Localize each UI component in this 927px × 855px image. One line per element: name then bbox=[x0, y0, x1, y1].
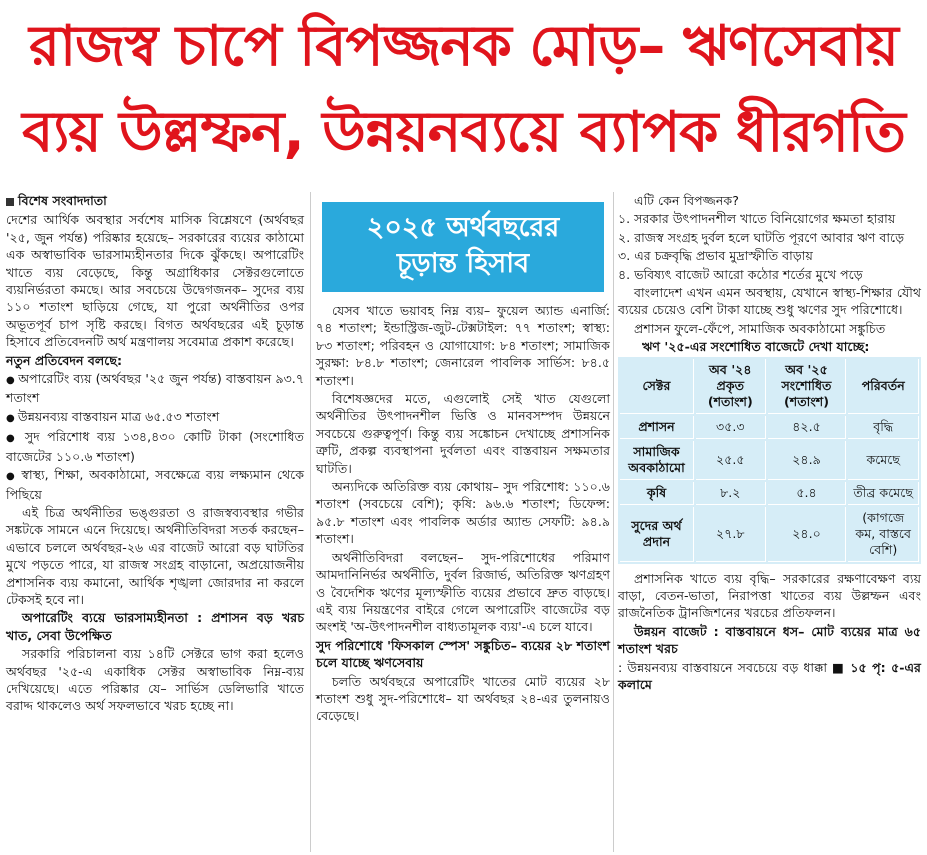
new-report-label: নতুন প্রতিবেদন বলছে: bbox=[6, 352, 123, 368]
reason-item: ১. সরকার উৎপাদনশীল খাতে বিনিয়োগের ক্ষমতা হারায় bbox=[618, 211, 896, 227]
paragraph: প্রশাসনিক খাতে ব্যয় বৃদ্ধি– সরকারের রক্ষণাবেক্ষণ ব্যয় বাড়া, বেতন-ভাতা, নিরাপত্তা খাতের ব্যয় উল্লম্ফন এবং রাজনৈতিক ট্রানজিশনের খরচের প্রতিফলন। bbox=[618, 570, 921, 621]
section-banner bbox=[322, 202, 604, 292]
paragraph-with-continuation bbox=[618, 659, 921, 694]
headline-line-2: ব্যয় উল্লম্ফন, উন্নয়নব্যয়ে ব্যাপক ধীরগতি bbox=[22, 100, 905, 165]
article-column-3 bbox=[618, 192, 921, 852]
headline-line-1: রাজস্ব চাপে বিপজ্জনক মোড়– ঋণসেবায় bbox=[29, 14, 898, 79]
paragraph: এই চিত্র অর্থনীতির ভঙ্গুরতা ও রাজস্বব্যবস্থার গভীর সঙ্কটকে সামনে এনে দিয়েছে। অর্থনীতিবিদরা সতর্ক করছেন– এভাবে চললে অর্থবছর-২৬ এর বাজেট আরো বড় ঘাটতির মুখে পড়তে পারে, যা রাজস্ব সংগ্রহ বাড়ানো, অপ্রয়োজনীয় প্রশাসনিক ব্যয় কমানো, আর্থিক শৃঙ্খলা জোরদার না করলে টেকসই হবে না। bbox=[6, 504, 304, 607]
table-cell: সুদের অর্থ প্রদান bbox=[620, 507, 694, 562]
column-divider bbox=[613, 192, 614, 852]
table-cell: কৃষি bbox=[620, 482, 694, 505]
subheading: সুদ পরিশোধে 'ফিসকাল স্পেস' সঙ্কুচিত– ব্যয়ের ২৮ শতাংশ চলে যাচ্ছে ঋণসেবায় bbox=[316, 637, 610, 671]
table-header: সেক্টর bbox=[620, 359, 694, 414]
table-header-row bbox=[620, 359, 919, 414]
article-column-1 bbox=[6, 192, 304, 852]
continuation-marker: ■ ১৫ পৃ: ৫-এর কলামে bbox=[618, 659, 921, 693]
table-cell: ২৭.৮ bbox=[696, 507, 766, 562]
banner-line-2: চূড়ান্ত হিসাব bbox=[396, 248, 530, 279]
table-cell: ২৫.৫ bbox=[696, 441, 766, 480]
why-label: এটি কেন বিপজ্জনক? bbox=[634, 193, 739, 208]
paragraph-text: : উন্নয়নব্যয় বাস্তবায়নে সবচেয়ে বড় ধাক্কা bbox=[618, 659, 828, 675]
table-title: ঋণ '২৫-এর সংশোধিত বাজেটে দেখা যাচ্ছে: bbox=[642, 339, 870, 355]
table-cell: প্রশাসন bbox=[620, 416, 694, 439]
table-header: অব '২৪ প্রকৃত (শতাংশ) bbox=[696, 359, 766, 414]
table-row bbox=[620, 416, 919, 439]
paragraph: অন্যদিকে অতিরিক্ত ব্যয় কোথায়– সুদ পরিশোধ: ১১০.৬ শতাংশ (সবচেয়ে বেশি); কৃষি: ৯৬.৬ শতাংশ; ডিফেন্স: ৯৫.৮ শতাংশ এবং পাবলিক অর্ডার অ্যান্ড সেফটি: ৯৪.৯ শতাংশ। bbox=[316, 479, 610, 547]
byline bbox=[6, 192, 304, 209]
table-row bbox=[620, 441, 919, 480]
bullet-item: ● সুদ পরিশোধ ব্যয় ১৩৪,৪৩০ কোটি টাকা (সংশোধিত বাজেটের ১১০.৬ শতাংশ) bbox=[6, 428, 304, 465]
subheading: অপারেটিং ব্যয়ে ভারসাম্যহীনতা : প্রশাসন বড় খরচ খাত, সেবা উপেক্ষিত bbox=[6, 610, 304, 643]
table-cell: ৫.৪ bbox=[768, 482, 847, 505]
continuation-text: ১৫ পৃ: ৫-এর কলামে bbox=[618, 659, 921, 693]
table-cell: তীব্র কমেছে bbox=[848, 482, 919, 505]
table-cell: ২৪.০ bbox=[768, 507, 847, 562]
reason-item: ২. রাজস্ব সংগ্রহ দুর্বল হলে ঘাটতি পূরণে আবার ঋণ বাড়ে bbox=[618, 229, 905, 245]
bullet-item: ● স্বাস্থ্য, শিক্ষা, অবকাঠামো, সবক্ষেত্রে ব্যয় লক্ষ্যমান থেকে পিছিয়ে bbox=[6, 466, 304, 503]
banner-line-1: ২০২৫ অর্থবছরের bbox=[366, 212, 560, 243]
table-row bbox=[620, 482, 919, 505]
table-cell: ২৪.৯ bbox=[768, 441, 847, 480]
bullet-square-icon bbox=[6, 198, 14, 206]
table-cell: (কাগজে কম, বাস্তবে বেশি) bbox=[848, 507, 919, 562]
table-cell: বৃদ্ধি bbox=[848, 416, 919, 439]
paragraph: বাংলাদেশ এখন এমন অবস্থায়, যেখানে স্বাস্থ্য-শিক্ষার যৌথ ব্যয়ের চেয়েও বেশি টাকা যাচ্ছে শুধু ঋণের সুদ পরিশোধে। bbox=[618, 285, 921, 318]
budget-table bbox=[618, 357, 921, 564]
paragraph: চলতি অর্থবছরে অপারেটিং খাতের মোট ব্যয়ের ২৮ শতাংশ শুধু সুদ-পরিশোধে– যা অর্থবছর ২৪-এর তুলনায়ও বেড়েছে। bbox=[316, 673, 610, 724]
table-cell: ৮.২ bbox=[696, 482, 766, 505]
table-cell: ৪২.৫ bbox=[768, 416, 847, 439]
bullet-item: ● অপারেটিং ব্যয় (অর্থবছর '২৫ জুন পর্যন্ত) বাস্তবায়ন ৯৩.৭ শতাংশ bbox=[6, 370, 304, 407]
paragraph: সরকারি পরিচালনা ব্যয় ১৪টি সেক্টরে ভাগ করা হলেও অর্থবছর '২৫-এ একাধিক সেক্টর অস্বাভাবিক নিম্ন-ব্যয় দেখিয়েছে। এতে পরিষ্কার যে– সার্ভিস ডেলিভারি খাতে বরাদ্দ থাকলেও অর্থ সফলভাবে খরচ হচ্ছে না। bbox=[6, 646, 304, 714]
column-divider bbox=[310, 192, 311, 852]
reason-item: ৪. ভবিষ্যৎ বাজেট আরো কঠোর শর্তের মুখে পড়ে bbox=[618, 266, 863, 282]
paragraph: দেশের আর্থিক অবস্থার সর্বশেষ মাসিক বিশ্লেষণে (অর্থবছর '২৫, জুন পর্যন্ত) পরিষ্কার হয়েছে– সরকারের ব্যয়ের কাঠামো এক অস্বাভাবিক ভারসাম্যহীনতার দিকে ঝুঁকছে। অপারেটিং খাতে ব্যয় বেড়েছে, কিন্তু অগ্রাধিকার সেক্টরগুলোতে ব্যয়নির্ভরতা কমছে। আর সবচেয়ে উদ্বেগজনক– সুদের ব্যয় ১১০ শতাংশ ছাড়িয়ে গেছে, যা পুরো অর্থনীতির ওপর অভূতপূর্ব চাপ সৃষ্টি করছে। বিগত অর্থবছরের এই চূড়ান্ত হিসাবে প্রতিবেদনটি অর্থ মন্ত্রণালয় সবেমাত্র প্রকাশ করেছে। bbox=[6, 212, 304, 350]
article-column-2 bbox=[316, 192, 610, 852]
table-cell: সামাজিক অবকাঠামো bbox=[620, 441, 694, 480]
subheading: উন্নয়ন বাজেট : বাস্তবায়নে ধস– মোট ব্যয়ের মাত্র ৬৫ শতাংশ খরচ bbox=[618, 623, 921, 657]
table-header: পরিবর্তন bbox=[848, 359, 919, 414]
table-cell: ৩৫.৩ bbox=[696, 416, 766, 439]
paragraph: বিশেষজ্ঞদের মতে, এগুলোই সেই খাত যেগুলো অর্থনীতির উৎপাদনশীল ভিত্তি ও মানবসম্পদ উন্নয়নে সবচেয়ে গুরুত্বপূর্ণ। কিন্তু ব্যয় সঙ্কোচন দেখাচ্ছে প্রশাসনিক ত্রুটি, প্রকল্প ব্যবস্থাপনা দুর্বলতা এবং বাস্তবায়ন সক্ষমতার ঘাটতি। bbox=[316, 391, 610, 476]
reason-item: ৩. এর চক্রবৃদ্ধি প্রভাব মুদ্রাস্ফীতি বাড়ায় bbox=[618, 248, 813, 264]
table-header: অব '২৫ সংশোধিত (শতাংশ) bbox=[768, 359, 847, 414]
table-row bbox=[620, 507, 919, 562]
headline bbox=[8, 4, 919, 188]
paragraph: অর্থনীতিবিদরা বলছেন– সুদ-পরিশোধের পরিমাণ আমদানিনির্ভর অর্থনীতি, দুর্বল রিজার্ভ, অতিরিক্ত ঋণগ্রহণ ও বৈদেশিক ঋণের মূল্যস্ফীতি ব্যয়ের প্রভাবে দ্রুত বাড়ছে। এই ব্যয় নিয়ন্ত্রণের বাইরে গেলে অপারেটিং বাজেটের বড় অংশই 'অ-উৎপাদনশীল বাধ্যতামূলক ব্যয়'-এ চলে যাবে। bbox=[316, 549, 610, 635]
bullet-item: ● উন্নয়নব্যয় বাস্তবায়ন মাত্র ৬৫.৫৩ শতাংশ bbox=[6, 408, 304, 427]
paragraph: যেসব খাতে ভয়াবহ নিম্ন ব্যয়– ফুয়েল অ্যান্ড এনার্জি: ৭৪ শতাংশ; ইন্ডাস্ট্রিজ-জুট-টেক্সটাইল: ৭৭ শতাংশ; স্বাস্থ্য: ৮৩ শতাংশ; পরিবহন ও যোগাযোগ: ৮৪ শতাংশ; সামাজিক সুরক্ষা: ৮৪.৮ শতাংশ; জেনারেল পাবলিক সার্ভিস: ৮৪.৫ শতাংশ। bbox=[316, 303, 610, 388]
paragraph: প্রশাসন ফুলে-ফেঁপে, সামাজিক অবকাঠামো সঙ্কুচিত bbox=[634, 320, 886, 336]
byline-text: বিশেষ সংবাদদাতা bbox=[18, 193, 107, 208]
table-cell: কমেছে bbox=[848, 441, 919, 480]
